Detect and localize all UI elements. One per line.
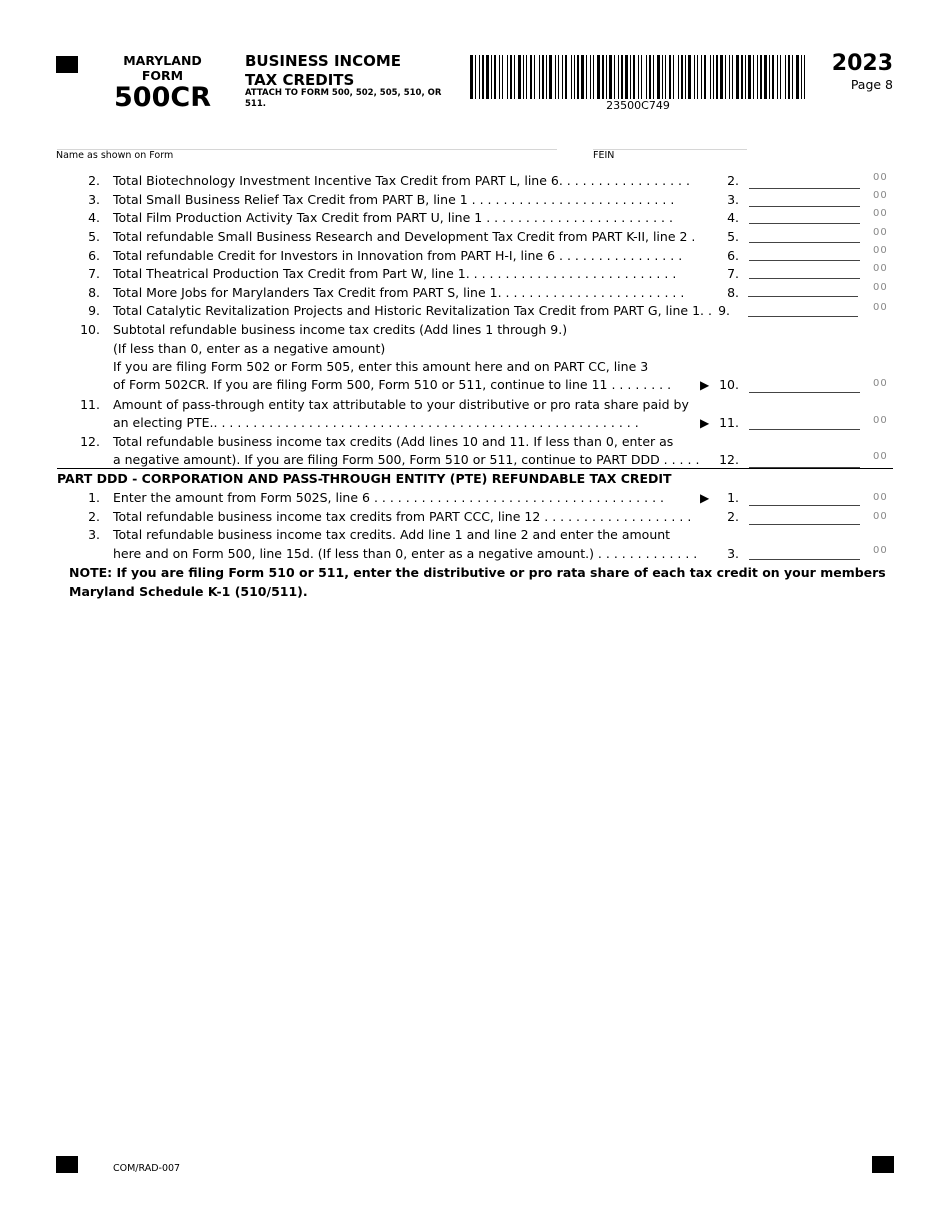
line-number: 12. <box>80 434 100 449</box>
line-number: 11. <box>80 397 100 412</box>
line-number: 10. <box>80 322 100 337</box>
state-label: MARYLAND <box>123 53 202 68</box>
line-ref: 2. <box>727 509 739 524</box>
line-text: Enter the amount from Form 502S, line 6 . . . . . . . . . . . . . . . . . . . . . . . . . . . . . . . . . . . . . <box>113 490 664 505</box>
line-text: Total Catalytic Revitalization Projects and Historic Revitalization Tax Credit from PART G, line 1. . <box>113 303 712 318</box>
cents-label: 00 <box>873 245 888 256</box>
arrow-right-icon: ▶ <box>700 416 710 430</box>
line-text: of Form 502CR. If you are filing Form 500, Form 510 or 511, continue to line 11 . . . . . . . . <box>113 377 672 392</box>
cents-label: 00 <box>873 415 888 426</box>
line-number: 3. <box>88 192 100 207</box>
cents-label: 00 <box>873 227 888 238</box>
amount-field-line-12[interactable] <box>749 452 860 468</box>
cents-label: 00 <box>873 208 888 219</box>
line-text: Total Film Production Activity Tax Credit from PART U, line 1 . . . . . . . . . . . . . . . . . . . . . . . . <box>113 210 673 225</box>
line-text: a negative amount). If you are filing Form 500, Form 510 or 511, continue to PART DDD . . . . . <box>113 452 700 467</box>
section-divider <box>57 468 893 469</box>
line-text: Total refundable business income tax credits (Add lines 10 and 11. If less than 0, enter as <box>113 434 674 449</box>
amount-field-line-11[interactable] <box>749 414 860 430</box>
title-line-1: BUSINESS INCOME <box>245 52 402 70</box>
amount-field-ddd-2[interactable] <box>749 509 860 525</box>
page-number: Page 8 <box>850 77 893 92</box>
line-ref: 11. <box>719 415 739 430</box>
line-ref: 10. <box>719 377 739 392</box>
line-ref: 12. <box>719 452 739 467</box>
amount-field-ddd-1[interactable] <box>749 490 860 506</box>
line-number: 9. <box>88 303 100 318</box>
cents-label: 00 <box>873 545 888 556</box>
amount-field-line-6[interactable] <box>749 245 860 261</box>
line-number: 3. <box>88 527 100 542</box>
line-number: 5. <box>88 229 100 244</box>
line-text: Total Biotechnology Investment Incentive Tax Credit from PART L, line 6. . . . . . . . . . . . . . . . . <box>113 173 690 188</box>
amount-field-line-3[interactable] <box>749 191 860 207</box>
line-ref: 1. <box>727 490 739 505</box>
line-number: 1. <box>88 490 100 505</box>
line-ref: 9. <box>718 303 730 318</box>
cents-label: 00 <box>873 302 888 313</box>
amount-field-line-10[interactable] <box>749 377 860 393</box>
line-ref: 6. <box>727 248 739 263</box>
line-text: here and on Form 500, line 15d. (If less than 0, enter as a negative amount.) . . . . . . . . . . . . . <box>113 546 698 561</box>
title-line-2: TAX CREDITS <box>245 71 355 89</box>
line-ref: 4. <box>727 210 739 225</box>
line-text: Total Theatrical Production Tax Credit from Part W, line 1. . . . . . . . . . . . . . . . . . . . . . . . . . . <box>113 266 677 281</box>
line-ref: 8. <box>727 285 739 300</box>
line-number: 2. <box>88 509 100 524</box>
line-number: 8. <box>88 285 100 300</box>
note-text: NOTE: If you are filing Form 510 or 511, enter the distributive or pro rata share of each tax credit on your members Maryland Schedule K-1 (510/511). <box>69 565 886 599</box>
form-code: COM/RAD-007 <box>113 1163 181 1174</box>
line-ref: 7. <box>727 266 739 281</box>
amount-field-line-9[interactable] <box>748 301 858 317</box>
tax-year: 2023 <box>831 51 893 76</box>
part-ddd-title: PART DDD - CORPORATION AND PASS-THROUGH ENTITY (PTE) REFUNDABLE TAX CREDIT <box>57 471 672 486</box>
attach-instruction: ATTACH TO FORM 500, 502, 505, 510, OR 511. <box>245 88 442 109</box>
cents-label: 00 <box>873 492 888 503</box>
amount-field-line-4[interactable] <box>749 208 860 224</box>
line-ref: 5. <box>727 229 739 244</box>
line-number: 2. <box>88 173 100 188</box>
amount-field-line-5[interactable] <box>749 227 860 243</box>
arrow-right-icon: ▶ <box>700 378 710 392</box>
line-text: Total refundable business income tax credits from PART CCC, line 12 . . . . . . . . . . . . . . . . . . . <box>113 509 692 524</box>
line-text: Amount of pass-through entity tax attributable to your distributive or pro rata share paid by <box>113 397 689 412</box>
line-ref: 3. <box>727 192 739 207</box>
cents-label: 00 <box>873 263 888 274</box>
line-text: Total refundable Credit for Investors in Innovation from PART H-I, line 6 . . . . . . . . . . . . . . . . <box>113 248 683 263</box>
line-text: Total Small Business Relief Tax Credit from PART B, line 1 . . . . . . . . . . . . . . . . . . . . . . . . . . <box>113 192 675 207</box>
line-number: 7. <box>88 266 100 281</box>
barcode-number: 23500C749 <box>606 99 670 112</box>
arrow-right-icon: ▶ <box>700 491 710 505</box>
cents-label: 00 <box>873 451 888 462</box>
line-text: Total More Jobs for Marylanders Tax Credit from PART S, line 1. . . . . . . . . . . . . . . . . . . . . . . . <box>113 285 685 300</box>
amount-field-line-8[interactable] <box>748 281 858 297</box>
line-number: 6. <box>88 248 100 263</box>
cents-label: 00 <box>873 282 888 293</box>
form-word: FORM <box>141 68 184 83</box>
line-text: If you are filing Form 502 or Form 505, enter this amount here and on PART CC, line 3 <box>113 359 649 374</box>
line-ref: 2. <box>727 173 739 188</box>
line-text: an electing PTE.. . . . . . . . . . . . . . . . . . . . . . . . . . . . . . . . . . . . . . . . . . . . . . . . . . . . . . <box>113 415 639 430</box>
form-number: 500CR <box>114 82 211 113</box>
cents-label: 00 <box>873 511 888 522</box>
line-text: Total refundable business income tax credits. Add line 1 and line 2 and enter the amount <box>113 527 671 542</box>
name-label: Name as shown on Form <box>56 150 174 161</box>
line-text: Total refundable Small Business Research and Development Tax Credit from PART K-II, line 2 . <box>113 229 696 244</box>
amount-field-line-7[interactable] <box>749 263 860 279</box>
line-number: 4. <box>88 210 100 225</box>
amount-field-ddd-3[interactable] <box>749 544 860 560</box>
line-text: Subtotal refundable business income tax credits (Add lines 1 through 9.) <box>113 322 568 337</box>
line-ref: 3. <box>727 546 739 561</box>
cents-label: 00 <box>873 378 888 389</box>
line-text: (If less than 0, enter as a negative amount) <box>113 341 386 356</box>
cents-label: 00 <box>873 190 888 201</box>
cents-label: 00 <box>873 172 888 183</box>
fein-label: FEIN <box>593 150 615 161</box>
amount-field-line-2[interactable] <box>749 173 860 189</box>
